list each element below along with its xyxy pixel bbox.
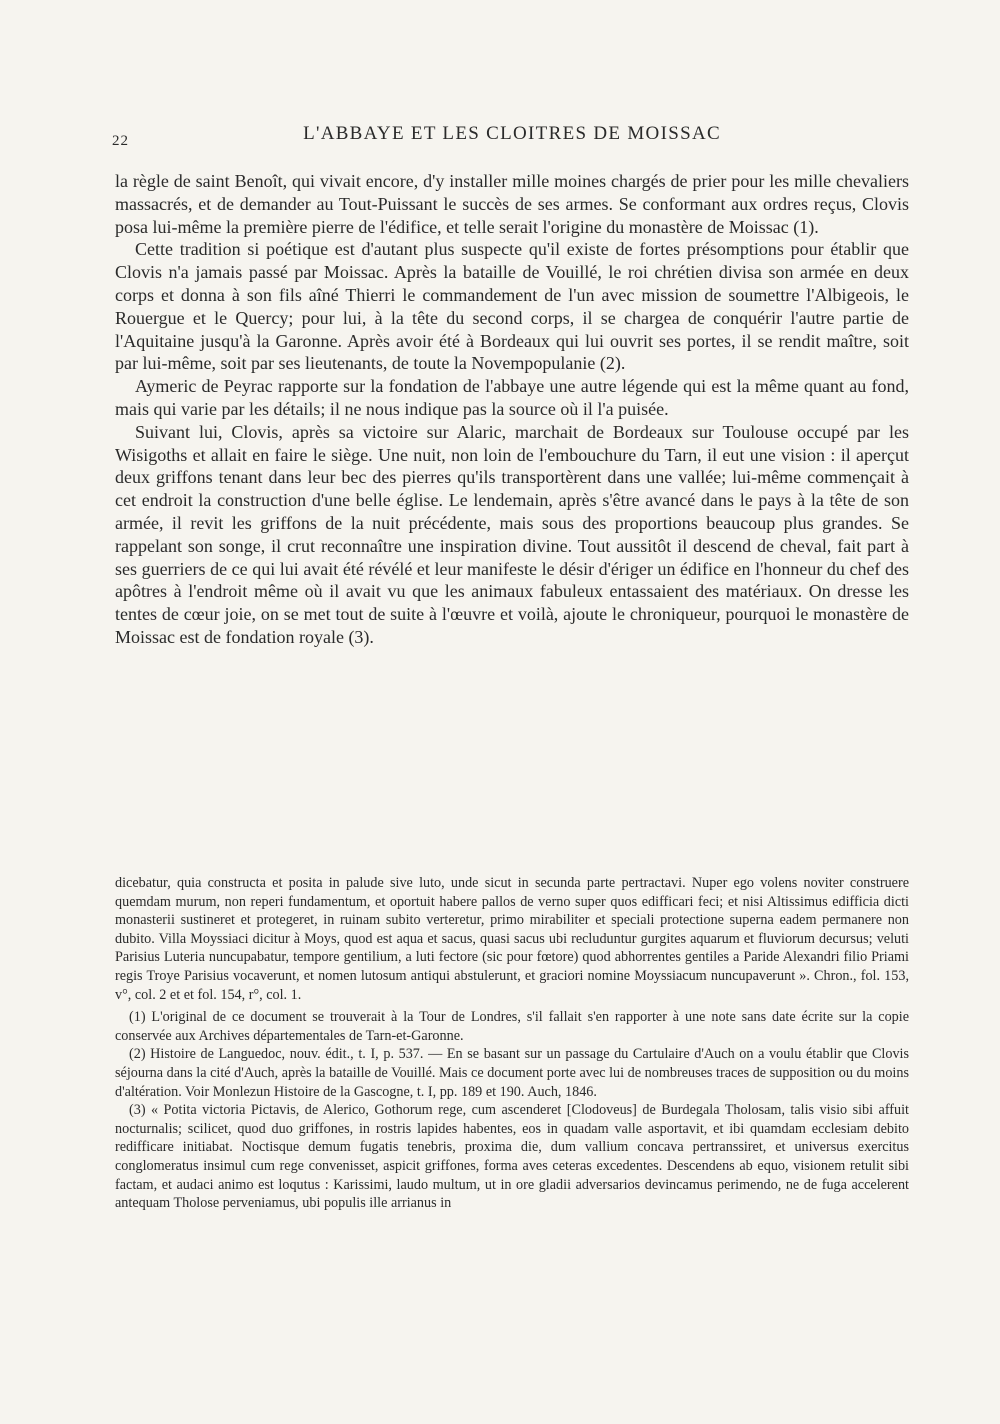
page-number: 22 [112,133,129,149]
main-text [115,170,909,649]
footnote-continuation: dicebatur, quia constructa et posita in palude sive luto, unde sicut in secunda parte pertractavi. Nuper ego volens noviter construere quemdam murum, non reperi fundamentum, et oportuit habere pallos de verno super quos edifficari feci; et nisi Altissimus edifficia dicti monasterii sustineret et protegeret, in ruinam subito verteretur, primo mirabiliter et speciali protectione superna eadem permanere non dubito. Villa Moyssiaci dicitur à Moys, quod est aqua et sacus, quasi sacus ubi recluduntur gurgites aquarum et fluviorum decursus; veluti Parisius Luteria nuncupabatur, tempore gentilium, a luti fectore (sic pour fœtore) quod abhorrentes gentiles a Paride Alexandri filio Priami regis Troye Parisius vocaverunt, et nomen lutosum antiqui abstulerunt, et graciori nomine Moyssiacum nuncupaverunt ». Chron., fol. 153, v°, col. 2 et et fol. 154, r°, col. 1. [115,875,909,1003]
footnote-1: (1) L'original de ce document se trouverait à la Tour de Londres, s'il fallait s'en rapporter à une note sans date écrite sur la copie conservée aux Archives départementales de Tarn-et-Garonne. [115,1009,909,1044]
paragraph-4: Suivant lui, Clovis, après sa victoire sur Alaric, marchait de Bordeaux sur Toulouse occupé par les Wisigoths et allait en faire le siège. Une nuit, non loin de l'embouchure du Tarn, il eut une vision : il aperçut deux griffons tenant dans leur bec des pierres qu'ils transportèrent dans une vallée; lui-même commençait à cet endroit la construction d'une belle église. Le lendemain, après s'être avancé dans le pays à la tête de son armée, il revit les griffons de la nuit précédente, mais sous des proportions beaucoup plus grandes. Se rappelant son songe, il crut reconnaître une inspiration divine. Tout aussitôt il descend de cheval, fait part à ses guerriers de ce qui lui avait été révélé et leur manifeste le désir d'ériger un édifice en l'honneur du chef des apôtres à l'endroit même où il avait vu que les animaux fabuleux entassaient des matériaux. On dresse les tentes de cœur joie, on se met tout de suite à l'œuvre et voilà, ajoute le chroniqueur, pourquoi le monastère de Moissac est de fondation royale (3). [115,421,909,647]
paragraph-3: Aymeric de Peyrac rapporte sur la fondation de l'abbaye une autre légende qui est la même quant au fond, mais qui varie par les détails; il ne nous indique pas la source où il l'a puisée. [115,376,909,419]
running-title: L'ABBAYE ET LES CLOITRES DE MOISSAC [303,123,721,144]
paragraph-2: Cette tradition si poétique est d'autant plus suspecte qu'il existe de fortes présomptions pour établir que Clovis n'a jamais passé par Moissac. Après la bataille de Vouillé, le roi chrétien divisa son armée en deux corps et donna à son fils aîné Thierri le commandement de l'un avec mission de soumettre l'Albigeois, le Rouergue et le Quercy; pour lui, à la tête du second corps, il se chargea de conquérir l'autre partie de l'Aquitaine jusqu'à la Garonne. Après avoir été à Bordeaux qui lui ouvrit ses portes, il se rendit maître, soit par lui-même, soit par ses lieutenants, de toute la Novempopulanie (2). [115,239,909,374]
footnotes [115,874,909,1213]
paragraph-1: la règle de saint Benoît, qui vivait encore, d'y installer mille moines chargés de prier pour les mille chevaliers massacrés, et de demander au Tout-Puissant le succès de ses armes. Se conformant aux ordres reçus, Clovis posa lui-même la première pierre de l'édifice, et telle serait l'origine du monastère de Moissac (1). [115,171,909,237]
footnote-3: (3) « Potita victoria Pictavis, de Alerico, Gothorum rege, cum ascenderet [Clodoveus] de Burdegala Tholosam, talis visio sibi affuit nocturnalis; scilicet, quod duo griffones, in rostris lapides habentes, eos in quadam valle asportavit, et ibi quamdam ecclesiam debito redifficare initiabat. Noctisque demum fugatis tenebris, proxima die, dum vallium concava pertranssiret, et universus exercitus conglomeratus insimul cum rege convenisset, aspicit griffones, forma aves ceteras excedentes. Descendens ab equo, visionem retulit sibi factam, et audaci animo est loqutus : Karissimi, laudo multum, ut in ore gladii adversarios devincamus perimendo, ne de fuga accelerent antequam Tholose perveniamus, ubi populis ille arrianus in [115,1102,909,1212]
footnote-2: (2) Histoire de Languedoc, nouv. édit., t. I, p. 537. — En se basant sur un passage du Cartulaire d'Auch on a voulu établir que Clovis séjourna dans la cité d'Auch, après la bataille de Vouillé. Mais ce document porte avec lui de nombreuses traces de supposition ou du moins d'altération. Voir Monlezun Histoire de la Gascogne, t. I, pp. 189 et 190. Auch, 1846. [115,1046,909,1100]
page-header [112,123,912,153]
